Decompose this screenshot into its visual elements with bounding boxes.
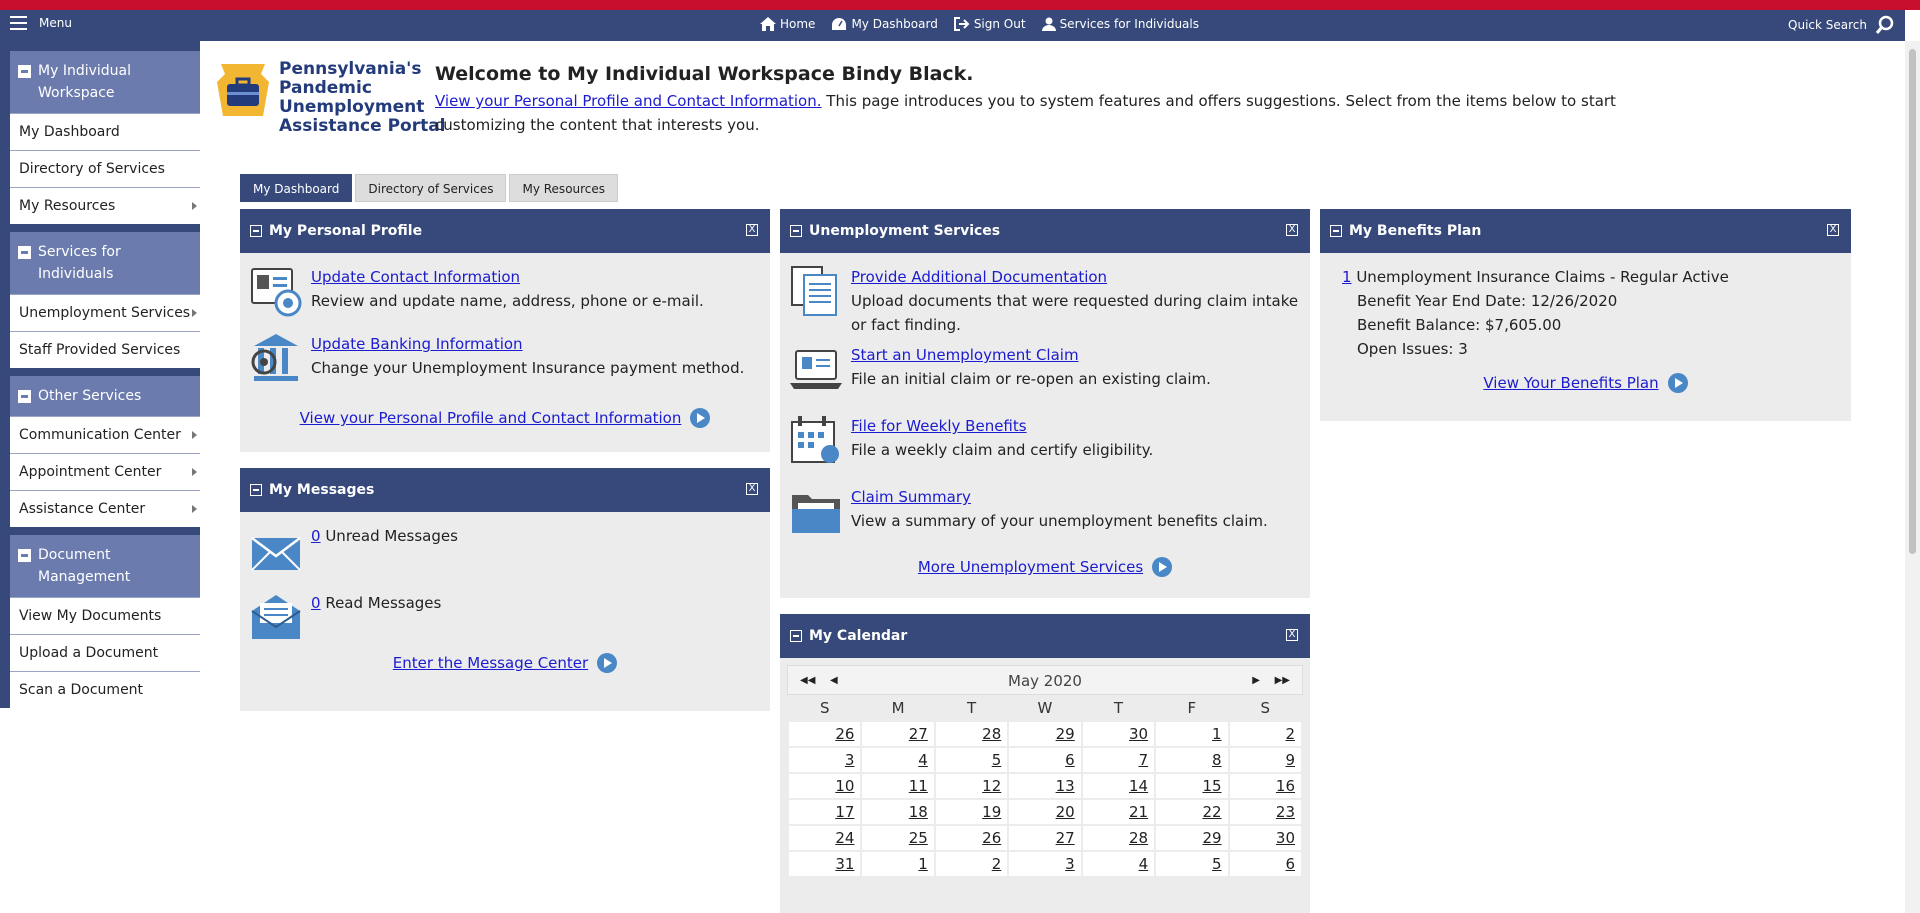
message-center-more[interactable] <box>240 653 770 673</box>
unread-count-link[interactable]: 0 <box>311 527 321 545</box>
prev-month-button[interactable]: ◀ <box>830 675 838 686</box>
calendar-day-link[interactable]: 17 <box>835 803 855 821</box>
calendar-day-cell <box>861 851 934 877</box>
calendar-day-link[interactable]: 18 <box>908 803 928 821</box>
nav-home-label: Home <box>780 17 816 31</box>
welcome-intro: This page introduces you to system features and offers suggestions. Select from the items below to start customizing the content that interests you. <box>435 92 1616 134</box>
calendar-day-link[interactable]: 2 <box>991 855 1002 873</box>
calendar-day-cell <box>1008 825 1081 851</box>
calendar-day-link[interactable]: 7 <box>1138 751 1149 769</box>
calendar-day-cell <box>1008 851 1081 877</box>
calendar-day-link[interactable]: 4 <box>918 751 928 769</box>
panel-header <box>780 209 1310 253</box>
sidebar-item-label: Staff Provided Services <box>19 342 181 358</box>
open-issues: Open Issues: 3 <box>1357 340 1468 358</box>
calendar-day-cell <box>1229 747 1302 773</box>
claim-summary-link[interactable]: Claim Summary <box>851 488 971 506</box>
collapse-icon[interactable] <box>1330 225 1342 237</box>
nav-services-individuals-label: Services for Individuals <box>1059 17 1199 31</box>
calendar-week-row <box>788 851 1302 877</box>
calendar-day-link[interactable]: 5 <box>1211 855 1222 873</box>
sidebar-group-other-services <box>10 376 200 527</box>
collapse-icon <box>18 246 31 259</box>
top-color-strip <box>0 0 1920 10</box>
close-icon[interactable]: X <box>1286 224 1298 236</box>
view-benefits-plan-link[interactable]: View Your Benefits Plan <box>1483 374 1659 392</box>
service-item-claim-summary <box>780 485 1310 537</box>
calendar-day-cell <box>1155 773 1228 799</box>
calendar-day-cell <box>1082 747 1155 773</box>
hamburger-icon <box>10 16 27 30</box>
sidebar-item-appointment-center[interactable] <box>10 453 200 490</box>
update-banking-link[interactable]: Update Banking Information <box>311 335 523 353</box>
calendar-day-link[interactable]: 31 <box>835 855 855 873</box>
more-unemployment-services-link[interactable]: More Unemployment Services <box>917 558 1144 576</box>
calendar-week-row <box>788 799 1302 825</box>
calendar-day-cell <box>1155 799 1228 825</box>
unread-messages-row <box>240 524 770 576</box>
update-contact-link[interactable]: Update Contact Information <box>311 268 521 286</box>
profile-item-banking <box>240 332 770 384</box>
calendar-day-cell <box>1229 851 1302 877</box>
calendar-day-link[interactable]: 5 <box>991 751 1002 769</box>
keystone-briefcase-logo-icon <box>215 60 271 120</box>
tab-my-dashboard[interactable]: My Dashboard <box>240 174 352 202</box>
calendar-day-link[interactable]: 6 <box>1285 855 1295 873</box>
nav-sign-out-link[interactable] <box>954 17 1026 31</box>
service-item-weekly-benefits <box>780 414 1310 466</box>
panel-header <box>780 614 1310 658</box>
sidebar-group-title: My Individual Workspace <box>38 63 131 101</box>
calendar-day-cell <box>1008 721 1081 747</box>
menu-button[interactable] <box>10 16 72 30</box>
personal-profile-panel <box>240 209 770 452</box>
calendar-day-link[interactable]: 15 <box>1202 777 1222 795</box>
calendar-day-cell <box>935 825 1008 851</box>
scrollbar-thumb[interactable] <box>1909 49 1916 554</box>
calendar-day-link[interactable]: 16 <box>1275 777 1295 795</box>
calendar-day-link[interactable]: 25 <box>908 829 928 847</box>
claim-summary-desc: View a summary of your unemployment benefits claim. <box>851 512 1268 530</box>
portal-logo[interactable] <box>215 60 446 136</box>
update-banking-desc: Change your Unemployment Insurance payment method. <box>311 359 745 377</box>
calendar-day-cell <box>788 747 861 773</box>
calendar-weekday: S <box>819 698 830 717</box>
calendar-day-link[interactable]: 27 <box>908 725 928 743</box>
calendar-day-cell <box>1155 851 1228 877</box>
service-item-start-claim <box>780 343 1310 395</box>
top-navigation-bar <box>0 10 1905 41</box>
profile-item-contact <box>240 265 770 317</box>
calendar-day-link[interactable]: 2 <box>1285 725 1295 743</box>
next-year-button[interactable]: ▶▶ <box>1274 675 1290 686</box>
close-icon[interactable]: X <box>746 483 758 495</box>
bank-icon <box>250 332 302 384</box>
calendar-day-link[interactable]: 26 <box>982 829 1002 847</box>
benefits-plan-panel <box>1320 209 1851 421</box>
calendar-day-link[interactable]: 20 <box>1055 803 1075 821</box>
close-icon[interactable]: X <box>746 224 758 236</box>
read-messages-text <box>311 591 441 643</box>
update-contact-desc: Review and update name, address, phone or e-mail. <box>311 292 704 310</box>
calendar-day-link[interactable]: 28 <box>982 725 1002 743</box>
submenu-arrow-icon <box>192 431 197 439</box>
calendar-day-cell <box>1082 825 1155 851</box>
dashboard-icon <box>831 17 847 31</box>
dashboard-tabs <box>240 174 618 202</box>
search-icon[interactable] <box>1875 15 1895 35</box>
unemployment-services-panel <box>780 209 1310 598</box>
sidebar-group-title: Services for Individuals <box>38 244 121 282</box>
calendar-day-link[interactable]: 1 <box>918 855 928 873</box>
tab-directory-of-services[interactable]: Directory of Services <box>355 174 506 202</box>
calendar-day-cell <box>1155 721 1228 747</box>
provide-documentation-desc: Upload documents that were requested during claim intake or fact finding. <box>851 292 1299 334</box>
collapse-icon <box>18 390 31 403</box>
calendar-day-cell <box>935 721 1008 747</box>
unread-messages-text <box>311 524 458 576</box>
calendar-clipboard-icon <box>790 414 842 466</box>
calendar-day-cell <box>935 747 1008 773</box>
calendar-day-cell <box>788 851 861 877</box>
read-count-link[interactable]: 0 <box>311 594 321 612</box>
calendar-day-cell <box>1155 825 1228 851</box>
logo-line: Pennsylvania's <box>279 59 422 79</box>
weekly-benefits-link[interactable]: File for Weekly Benefits <box>851 417 1027 435</box>
arrow-right-circle-icon[interactable] <box>1152 557 1172 577</box>
calendar-weekday: T <box>966 698 977 717</box>
benefit-year-end: Benefit Year End Date: 12/26/2020 <box>1357 292 1618 310</box>
sidebar-item-my-resources[interactable] <box>10 187 200 224</box>
collapse-icon[interactable] <box>250 484 262 496</box>
sidebar-item-label: Appointment Center <box>19 464 162 480</box>
calendar-day-cell <box>861 799 934 825</box>
sidebar-item-label: Unemployment Services <box>19 305 191 321</box>
calendar-day-cell <box>1229 825 1302 851</box>
service-item-documentation <box>780 265 1310 337</box>
prev-year-button[interactable]: ◀◀ <box>800 675 816 686</box>
submenu-arrow-icon <box>192 309 197 317</box>
panel-header <box>240 209 770 253</box>
sidebar-group-header-services[interactable] <box>10 232 200 294</box>
calendar-day-link[interactable]: 3 <box>1065 855 1075 873</box>
sidebar-item-label: Upload a Document <box>19 645 159 661</box>
panel-title: My Benefits Plan <box>1349 223 1482 239</box>
view-profile-more-link[interactable]: View your Personal Profile and Contact Information <box>299 409 682 427</box>
calendar-day-link[interactable]: 14 <box>1129 777 1149 795</box>
calendar-day-link[interactable]: 1 <box>1211 725 1222 743</box>
unread-label: Unread Messages <box>325 527 458 545</box>
calendar-day-cell <box>935 799 1008 825</box>
contact-card-icon <box>250 265 302 317</box>
benefits-claim-line <box>1342 265 1829 289</box>
page-scrollbar[interactable] <box>1905 41 1920 913</box>
more-unemployment-services[interactable] <box>780 557 1310 577</box>
sidebar-group-services-individuals <box>10 232 200 368</box>
calendar-weekday: W <box>1037 698 1053 717</box>
calendar-day-cell <box>1008 773 1081 799</box>
calendar-day-cell <box>1229 721 1302 747</box>
calendar-day-link[interactable]: 23 <box>1275 803 1295 821</box>
close-icon[interactable]: X <box>1827 224 1839 236</box>
nav-home-link[interactable] <box>760 17 815 31</box>
calendar-day-link[interactable]: 24 <box>835 829 855 847</box>
calendar-day-cell <box>1082 773 1155 799</box>
calendar-day-link[interactable]: 21 <box>1129 803 1149 821</box>
calendar-day-cell <box>1082 799 1155 825</box>
welcome-title: Welcome to My Individual Workspace Bindy Black. <box>435 63 974 85</box>
sidebar-item-view-my-documents[interactable] <box>10 597 200 634</box>
claims-count-link[interactable]: 1 <box>1342 268 1352 286</box>
nav-services-individuals-link[interactable] <box>1042 17 1199 31</box>
submenu-arrow-icon <box>192 468 197 476</box>
sidebar-group-document-management <box>10 535 200 708</box>
collapse-icon <box>18 549 31 562</box>
calendar-day-cell <box>1008 799 1081 825</box>
calendar-day-link[interactable]: 11 <box>908 777 928 795</box>
calendar-day-link[interactable]: 9 <box>1285 751 1295 769</box>
calendar-day-cell <box>788 721 861 747</box>
sign-out-icon <box>954 17 970 31</box>
service-item-text <box>851 265 1300 337</box>
panel-header <box>1320 209 1851 253</box>
calendar-day-cell <box>1229 773 1302 799</box>
calendar-day-cell <box>1008 747 1081 773</box>
view-benefits-plan-more[interactable] <box>1320 373 1851 393</box>
person-icon <box>1042 17 1056 31</box>
calendar-day-link[interactable]: 29 <box>1202 829 1222 847</box>
collapse-icon[interactable] <box>250 225 262 237</box>
sidebar-item-staff-provided-services[interactable] <box>10 331 200 368</box>
quick-search-label: Quick Search <box>1788 18 1867 32</box>
calendar-day-cell <box>1082 721 1155 747</box>
claims-label: Unemployment Insurance Claims - Regular Active <box>1356 268 1729 286</box>
calendar-grid <box>787 695 1303 878</box>
panel-title: Unemployment Services <box>809 223 1001 239</box>
sidebar-group-workspace <box>10 51 200 224</box>
sidebar-item-directory-of-services[interactable] <box>10 150 200 187</box>
provide-documentation-link[interactable]: Provide Additional Documentation <box>851 268 1108 286</box>
calendar-weekday-row <box>788 695 1302 721</box>
view-profile-more[interactable] <box>240 408 770 428</box>
sidebar-item-my-dashboard[interactable] <box>10 113 200 150</box>
sidebar-group-title: Document Management <box>38 547 131 585</box>
sidebar-item-label: Scan a Document <box>19 682 144 698</box>
calendar-day-link[interactable]: 12 <box>982 777 1002 795</box>
service-item-text <box>851 343 1211 395</box>
calendar-day-cell <box>788 773 861 799</box>
sidebar-item-communication-center[interactable] <box>10 416 200 453</box>
message-center-link[interactable]: Enter the Message Center <box>392 654 589 672</box>
close-icon[interactable]: X <box>1286 629 1298 641</box>
calendar-day-link[interactable]: 22 <box>1202 803 1222 821</box>
calendar-week-row <box>788 747 1302 773</box>
read-messages-row <box>240 591 770 643</box>
calendar-day-cell <box>861 825 934 851</box>
logo-line: Unemployment <box>279 97 425 117</box>
calendar-day-link[interactable]: 30 <box>1129 725 1149 743</box>
envelope-open-icon <box>250 591 302 643</box>
sidebar-item-upload-a-document[interactable] <box>10 634 200 671</box>
calendar-day-link[interactable]: 8 <box>1211 751 1222 769</box>
home-icon <box>760 17 776 31</box>
calendar-weekday: T <box>1113 698 1123 717</box>
welcome-section <box>435 63 1685 137</box>
panel-title: My Calendar <box>809 628 908 644</box>
calendar-body <box>788 721 1302 877</box>
documents-icon <box>790 265 842 317</box>
sidebar-group-title: Other Services <box>38 388 142 404</box>
calendar-day-cell <box>861 747 934 773</box>
calendar-day-link[interactable]: 10 <box>835 777 855 795</box>
messages-panel <box>240 468 770 711</box>
calendar-day-cell <box>935 773 1008 799</box>
top-nav-links <box>760 17 1199 31</box>
calendar-day-cell <box>1082 851 1155 877</box>
tab-my-resources[interactable]: My Resources <box>509 174 618 202</box>
calendar-day-cell <box>861 773 934 799</box>
calendar-day-cell <box>861 721 934 747</box>
sidebar-item-scan-a-document[interactable] <box>10 671 200 708</box>
calendar-day-link[interactable]: 29 <box>1055 725 1075 743</box>
calendar-day-link[interactable]: 3 <box>844 751 855 769</box>
collapse-icon[interactable] <box>790 225 802 237</box>
calendar-day-link[interactable]: 30 <box>1275 829 1295 847</box>
calendar-day-link[interactable]: 28 <box>1129 829 1149 847</box>
calendar-day-link[interactable]: 19 <box>982 803 1002 821</box>
submenu-arrow-icon <box>192 505 197 513</box>
calendar-day-cell <box>935 851 1008 877</box>
calendar-weekday: S <box>1260 698 1271 717</box>
collapse-icon[interactable] <box>790 630 802 642</box>
calendar-week-row <box>788 825 1302 851</box>
envelope-closed-icon <box>250 524 302 576</box>
sidebar-item-label: Directory of Services <box>19 161 165 177</box>
panel-header <box>240 468 770 512</box>
sidebar-group-header-workspace[interactable] <box>10 51 200 113</box>
benefits-details <box>1320 253 1851 373</box>
sidebar-item-assistance-center[interactable] <box>10 490 200 527</box>
next-month-button[interactable]: ▶ <box>1252 675 1260 686</box>
calendar-day-cell <box>1155 747 1228 773</box>
nav-dashboard-label: My Dashboard <box>851 17 938 31</box>
submenu-arrow-icon <box>192 202 197 210</box>
weekly-benefits-desc: File a weekly claim and certify eligibility. <box>851 441 1154 459</box>
portal-logo-text <box>279 60 446 136</box>
arrow-right-circle-icon[interactable] <box>1668 373 1688 393</box>
start-claim-link[interactable]: Start an Unemployment Claim <box>851 346 1079 364</box>
logo-line: Assistance Portal <box>279 116 446 136</box>
calendar-widget <box>787 665 1303 878</box>
laptop-icon <box>790 343 842 395</box>
menu-label: Menu <box>39 16 72 30</box>
service-item-text <box>851 485 1268 537</box>
collapse-icon <box>18 65 31 78</box>
sidebar-group-header-documents[interactable] <box>10 535 200 597</box>
calendar-day-link[interactable]: 26 <box>835 725 855 743</box>
welcome-text <box>435 89 1685 137</box>
calendar-week-row <box>788 721 1302 747</box>
calendar-weekday: M <box>891 698 905 717</box>
arrow-right-circle-icon[interactable] <box>597 653 617 673</box>
calendar-day-link[interactable]: 4 <box>1138 855 1149 873</box>
start-claim-desc: File an initial claim or re-open an existing claim. <box>851 370 1211 388</box>
sidebar-group-header-other[interactable] <box>10 376 200 416</box>
arrow-right-circle-icon[interactable] <box>690 408 710 428</box>
calendar-month-title: May 2020 <box>1008 672 1082 690</box>
panel-title: My Messages <box>269 482 375 498</box>
panel-title: My Personal Profile <box>269 223 423 239</box>
folder-icon <box>790 485 842 537</box>
quick-search[interactable] <box>1788 15 1895 35</box>
calendar-day-cell <box>1229 799 1302 825</box>
profile-item-text <box>311 265 704 317</box>
sidebar-item-label: View My Documents <box>19 608 162 624</box>
service-item-text <box>851 414 1153 466</box>
calendar-day-link[interactable]: 6 <box>1065 751 1075 769</box>
calendar-day-cell <box>788 825 861 851</box>
sidebar-item-label: My Resources <box>19 198 116 214</box>
calendar-week-row <box>788 773 1302 799</box>
benefit-balance: Benefit Balance: $7,605.00 <box>1357 316 1562 334</box>
sidebar-item-label: Communication Center <box>19 427 181 443</box>
calendar-nav <box>787 665 1303 695</box>
sidebar-item-unemployment-services[interactable] <box>10 294 200 331</box>
view-profile-link[interactable]: View your Personal Profile and Contact Information. <box>435 92 822 110</box>
calendar-day-link[interactable]: 13 <box>1055 777 1075 795</box>
logo-line: Pandemic <box>279 78 372 98</box>
nav-dashboard-link[interactable] <box>831 17 937 31</box>
sidebar <box>0 41 200 708</box>
calendar-day-link[interactable]: 27 <box>1055 829 1075 847</box>
calendar-day-cell <box>788 799 861 825</box>
profile-item-text <box>311 332 744 384</box>
calendar-weekday: F <box>1187 698 1197 717</box>
sidebar-item-label: My Dashboard <box>19 124 120 140</box>
sidebar-item-label: Assistance Center <box>19 501 146 517</box>
read-label: Read Messages <box>325 594 442 612</box>
nav-sign-out-label: Sign Out <box>973 17 1026 31</box>
